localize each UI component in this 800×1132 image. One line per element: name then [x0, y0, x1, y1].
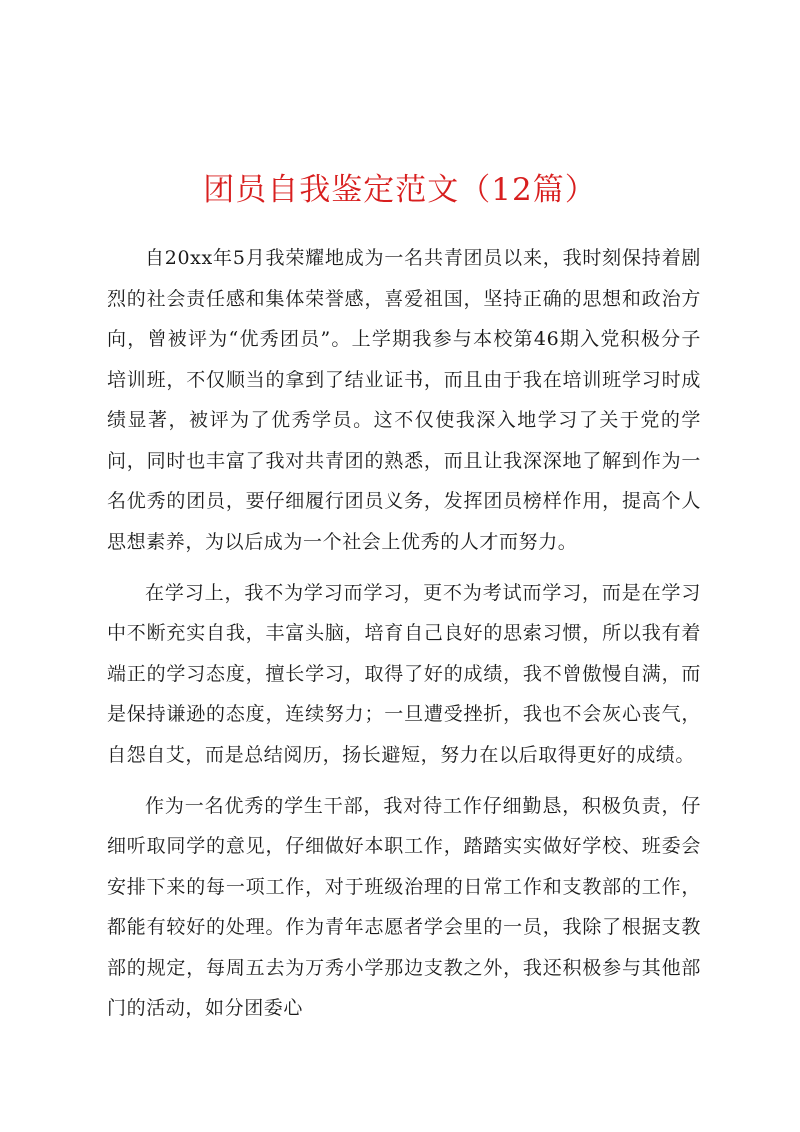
paragraph-2: 在学习上，我不为学习而学习，更不为考试而学习，而是在学习中不断充实自我，丰富头脑，培育自己良好的思索习惯，所以我有着端正的学习态度，擅长学习，取得了好的成绩，我不曾傲慢自满，而是保持谦逊的态度，连续努力；一旦遭受挫折，我也不会灰心丧气，自怨自艾，而是总结阅历，扬长避短，努力在以后取得更好的成绩。 [107, 581, 701, 766]
paragraph-1: 自20xx年5月我荣耀地成为一名共青团员以来，我时刻保持着剧烈的社会责任感和集体荣誉感，喜爱祖国，坚持正确的思想和政治方向，曾被评为“优秀团员”。上学期我参与本校第46期入党积极分子培训班，不仅顺当的拿到了结业证书，而且由于我在培训班学习时成绩显著，被评为了优秀学员。这不仅使我深入地学习了关于党的学问，同时也丰富了我对共青团的熟悉，而且让我深深地了解到作为一名优秀的团员，要仔细履行团员义务，发挥团员榜样作用，提高个人思想素养，为以后成为一个社会上优秀的人才而努力。 [107, 247, 701, 553]
document-body [107, 238, 701, 1039]
paragraph-3: 作为一名优秀的学生干部，我对待工作仔细勤恳，积极负责，仔细听取同学的意见，仔细做好本职工作，踏踏实实做好学校、班委会安排下来的每一项工作，对于班级治理的日常工作和支教部的工作，都能有较好的处理。作为青年志愿者学会里的一员，我除了根据支教部的规定，每周五去为万秀小学那边支教之外，我还积极参与其他部门的活动，如分团委心 [107, 794, 701, 1019]
document-title: 团员自我鉴定范文（12篇） [203, 172, 597, 208]
